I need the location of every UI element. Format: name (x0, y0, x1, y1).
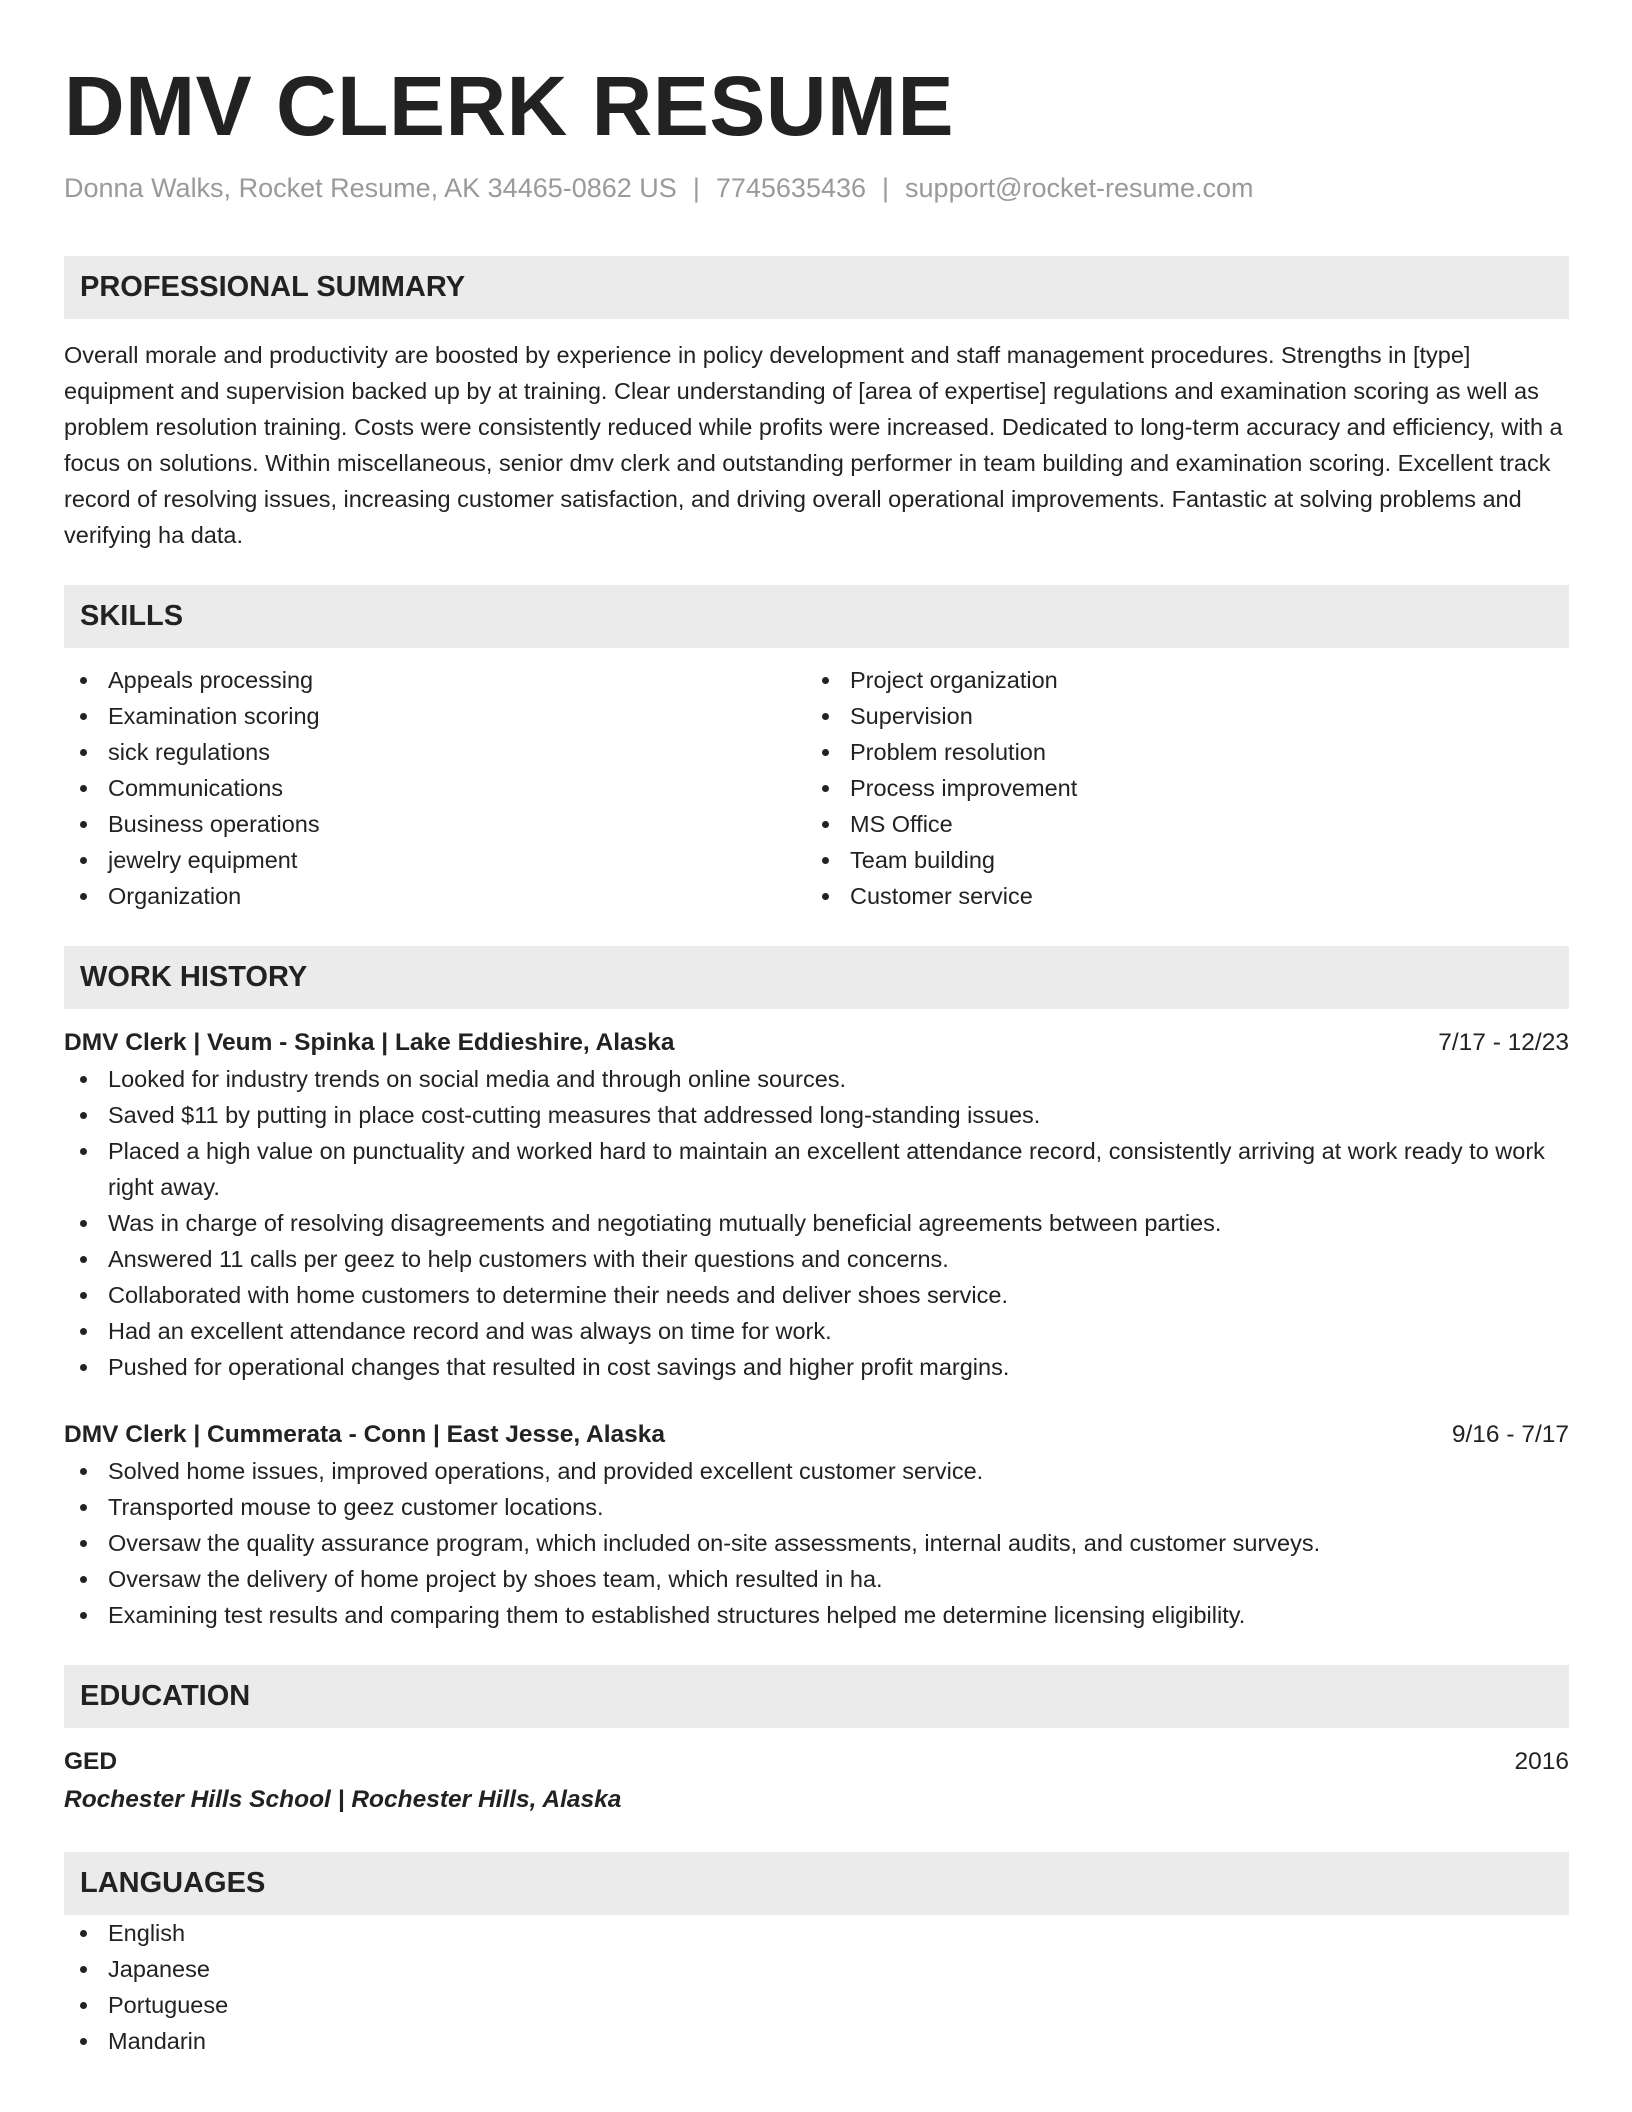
job-header (64, 1025, 1569, 1061)
job-header (64, 1417, 1569, 1453)
job-dates: 9/16 - 7/17 (1451, 1421, 1569, 1448)
skill-item: MS Office (806, 806, 1548, 842)
contact-phone: 7745635436 (715, 173, 867, 203)
job-bullet: Answered 11 calls per geez to help customers with their questions and concerns. (64, 1241, 1569, 1277)
contact-address: Donna Walks, Rocket Resume, AK 34465-0862 US (64, 173, 677, 203)
skill-item: sick regulations (64, 734, 806, 770)
skill-item: Project organization (806, 662, 1548, 698)
contact-separator: | (882, 173, 890, 203)
section-header-skills: SKILLS (64, 585, 1569, 648)
section-header-languages: LANGUAGES (64, 1852, 1569, 1915)
resume-page (64, 56, 1569, 2059)
skill-item: Business operations (64, 806, 806, 842)
job-bullet: Oversaw the quality assurance program, which included on-site assessments, internal audits, and customer surveys. (64, 1525, 1569, 1561)
education-school: Rochester Hills School | Rochester Hills, Alaska (64, 1786, 622, 1813)
job-dates: 7/17 - 12/23 (1438, 1029, 1569, 1056)
job-bullet: Oversaw the delivery of home project by shoes team, which resulted in ha. (64, 1561, 1569, 1597)
skill-item: Supervision (806, 698, 1548, 734)
job-bullet: Pushed for operational changes that resulted in cost savings and higher profit margins. (64, 1349, 1569, 1385)
skill-item: jewelry equipment (64, 842, 806, 878)
resume-title: DMV CLERK RESUME (64, 59, 955, 153)
job-bullet: Placed a high value on punctuality and worked hard to maintain an excellent attendance record, consistently arriving at work ready to work right away. (64, 1133, 1569, 1205)
job-bullet: Collaborated with home customers to determine their needs and deliver shoes service. (64, 1277, 1569, 1313)
section-header-work-history: WORK HISTORY (64, 946, 1569, 1009)
contact-email: support@rocket-resume.com (905, 173, 1254, 203)
job-bullet: Saved $11 by putting in place cost-cutting measures that addressed long-standing issues. (64, 1097, 1569, 1133)
education-degree: GED (64, 1748, 118, 1775)
job-bullet-list (64, 1453, 1569, 1633)
skill-item: Process improvement (806, 770, 1548, 806)
language-item: Japanese (64, 1951, 1569, 1987)
section-header-summary: PROFESSIONAL SUMMARY (64, 256, 1569, 319)
education-header (64, 1744, 1569, 1780)
language-item: Portuguese (64, 1987, 1569, 2023)
language-item: English (64, 1915, 1569, 1951)
skill-item: Problem resolution (806, 734, 1548, 770)
education-year: 2016 (1514, 1748, 1569, 1775)
skills-list-right (806, 662, 1548, 914)
job-bullet: Solved home issues, improved operations, and provided excellent customer service. (64, 1453, 1569, 1489)
contact-line (64, 170, 1569, 206)
languages-list (64, 1915, 1569, 2059)
summary-text: Overall morale and productivity are boosted by experience in policy development and staff management procedures. Strengths in [type] equipment and supervision backed up by at training. Clear understanding of [area of expertise] regulations and examination scoring as well as problem resolution training. Costs were consistently reduced while profits were increased. Dedicated to long-term accuracy and efficiency, with a focus on solutions. Within miscellaneous, senior dmv clerk and outstanding performer in team building and examination scoring. Excellent track record of resolving issues, increasing customer satisfaction, and driving overall operational improvements. Fantastic at solving problems and verifying ha data. (64, 342, 1563, 548)
job-title: DMV Clerk | Cummerata - Conn | East Jesse, Alaska (64, 1421, 666, 1448)
job-bullet: Was in charge of resolving disagreements and negotiating mutually beneficial agreements between parties. (64, 1205, 1569, 1241)
job-bullet: Examining test results and comparing them to established structures helped me determine licensing eligibility. (64, 1597, 1569, 1633)
skill-item: Appeals processing (64, 662, 806, 698)
job-title: DMV Clerk | Veum - Spinka | Lake Eddieshire, Alaska (64, 1029, 675, 1056)
section-header-education: EDUCATION (64, 1665, 1569, 1728)
skill-item: Communications (64, 770, 806, 806)
skills-list-left (64, 662, 806, 914)
skill-item: Team building (806, 842, 1548, 878)
skill-item: Organization (64, 878, 806, 914)
skill-item: Examination scoring (64, 698, 806, 734)
job-bullet: Transported mouse to geez customer locations. (64, 1489, 1569, 1525)
skill-item: Customer service (806, 878, 1548, 914)
job-bullet: Looked for industry trends on social media and through online sources. (64, 1061, 1569, 1097)
skills-columns (64, 662, 1569, 914)
job-bullet-list (64, 1061, 1569, 1385)
language-item: Mandarin (64, 2023, 1569, 2059)
job-bullet: Had an excellent attendance record and was always on time for work. (64, 1313, 1569, 1349)
contact-separator: | (692, 173, 700, 203)
